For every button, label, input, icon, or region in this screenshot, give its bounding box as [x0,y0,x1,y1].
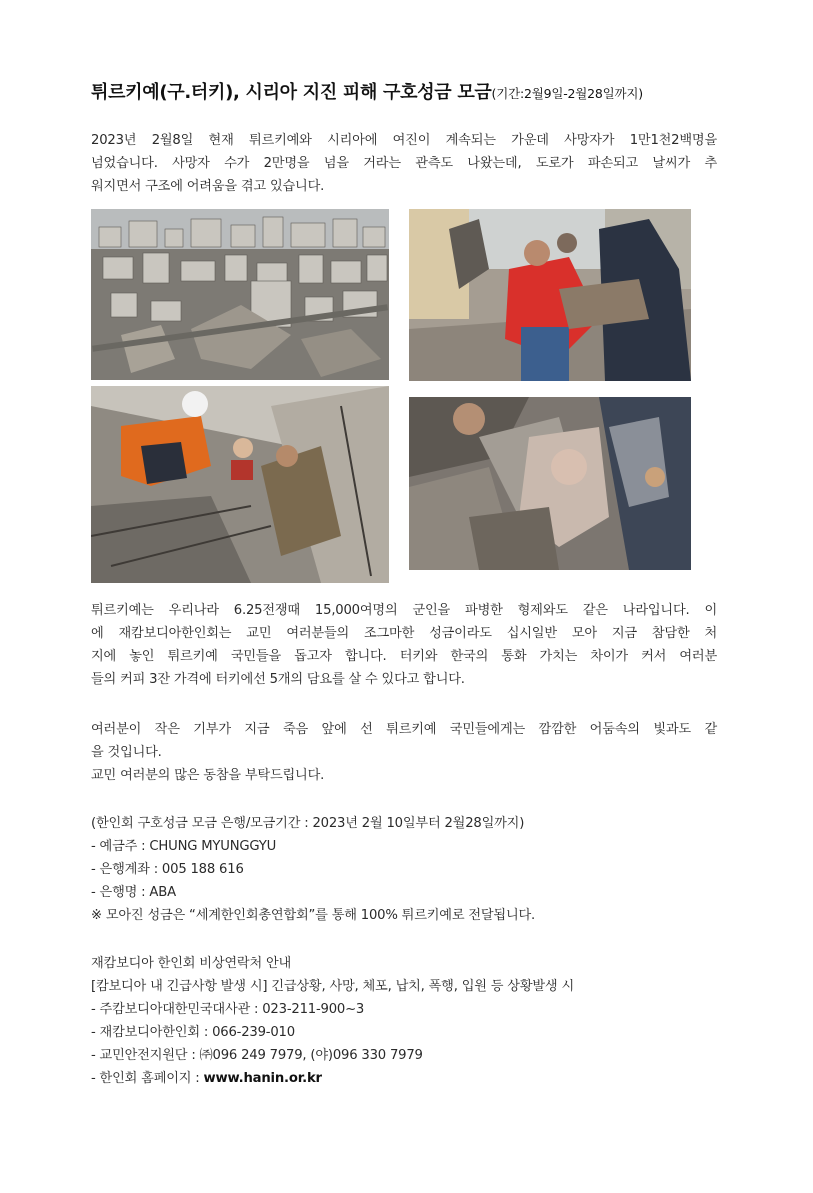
appeal-paragraph [91,599,717,691]
hope-line: 여러분이 작은 기부가 지금 죽음 앞에 선 튀르키예 국민들에게는 깜깜한 어둠속의 빛과도 같 [91,722,717,737]
page-title [91,78,643,104]
bank-heading: (한인회 구호성금 모금 은행/모금기간 : 2023년 2월 10일부터 2월28일까지) [91,816,525,831]
contacts-subheading: [캄보디아 내 긴급사항 발생 시] 긴급상황, 사망, 체포, 납치, 폭행, 입원 등 상황발생 시 [91,979,574,994]
photo-rescue-child [91,386,389,583]
photo-aerial-city [91,209,389,380]
title-main: 튀르키예(구.터키), 시리아 지진 피해 구호성금 모금 [91,82,492,103]
account-number: - 은행계좌 : 005 188 616 [91,862,244,877]
intro-paragraph [91,129,717,198]
contacts-heading: 재캄보디아 한인회 비상연락처 안내 [91,956,292,971]
hope-line: 교민 여러분의 많은 동참을 부탁드립니다. [91,768,325,783]
transfer-note: ※ 모아진 성금은 “세계한인회총연합회”를 통해 100% 튀르키예로 전달됩니다. [91,908,536,923]
contact-embassy: - 주캄보디아대한민국대사관 : 023-211-900~3 [91,1002,365,1017]
bank-info [91,812,717,927]
account-holder: - 예금주 : CHUNG MYUNGGYU [91,839,277,854]
contact-homepage [91,1067,717,1090]
bank-name: - 은행명 : ABA [91,885,176,900]
hope-line: 을 것입니다. [91,745,162,760]
intro-line: 넘었습니다. 사망자 수가 2만명을 넘을 거라는 관측도 나왔는데, 도로가 파손되고 날씨가 추 [91,156,717,171]
photo-rescue-rubble [409,397,691,570]
intro-line: 2023년 2월8일 현재 튀르키예와 시리아에 여진이 계속되는 가운데 사망자가 1만1천2백명을 [91,133,717,148]
appeal-line: 들의 커피 3잔 가격에 터키에선 5개의 담요를 살 수 있다고 합니다. [91,672,465,687]
homepage-link[interactable]: www.hanin.or.kr [203,1071,322,1086]
photo-rescuer-red-jacket [409,209,691,381]
title-period: (기간:2월9일-2월28일까지) [491,86,643,101]
appeal-line: 튀르키예는 우리나라 6.25전쟁때 15,000여명의 군인을 파병한 형제와도 같은 나라입니다. 이 [91,603,717,618]
homepage-label: - 한인회 홈페이지 : [91,1071,204,1086]
contact-association: - 재캄보디아한인회 : 066-239-010 [91,1025,295,1040]
hope-paragraph [91,718,717,787]
appeal-line: 지에 놓인 튀르키예 국민들을 돕고자 합니다. 터키와 한국의 통화 가치는 차이가 커서 여러분 [91,649,717,664]
appeal-line: 에 재캄보디아한인회는 교민 여러분들의 조그마한 성금이라도 십시일반 모아 지금 참담한 처 [91,626,717,641]
emergency-contacts [91,952,717,1090]
intro-line: 워지면서 구조에 어려움을 겪고 있습니다. [91,179,325,194]
contact-safety: - 교민안전지원단 : ㈜096 249 7979, (야)096 330 7979 [91,1048,423,1063]
